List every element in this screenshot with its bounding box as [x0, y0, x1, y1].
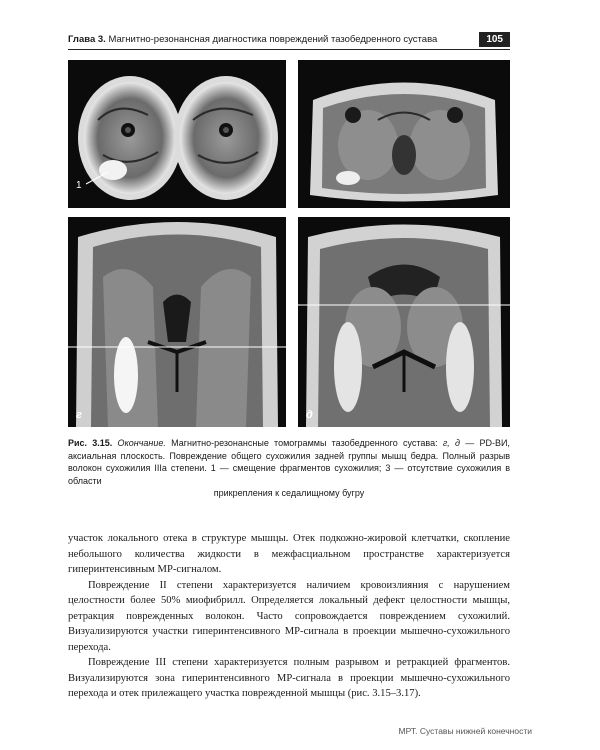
mri-axial-pelvis-image: [298, 60, 510, 208]
caption-text-c: прикрепления к седалищному бугру: [213, 488, 365, 498]
paragraph-2: Повреждение II степени характеризуется наличием кровоизлияния с нарушением целостности более 50% миофибрилл. Определяется локальный дефект целостности мышцы, ретракция поврежденных волокон. Часто сопровождается повреждением сухожилий. Визуализируются участки гиперинтенсивного МР-сигнала в проекции мышечно-сухожильного перехода.: [68, 579, 510, 653]
mri-panel-axial-thighs: [68, 60, 286, 208]
mri-panel-coronal-g: [68, 217, 286, 427]
running-header: [68, 33, 510, 50]
body-text: [68, 531, 510, 702]
caption-text-b: — PD-ВИ, аксиальная плоскость. Повреждение общего сухожилия задней группы мышц бедра. Полный разрыв волокон сухожилия IIIa степени. 1 — смещение фрагментов сухожилия; 3 — отсутствие сухожилия в области: [68, 438, 510, 486]
running-footer: МРТ. Суставы нижней конечности: [398, 726, 532, 736]
mri-panel-axial-pelvis: [298, 60, 510, 208]
mri-coronal-g-image: [68, 217, 286, 427]
caption-label: Рис. 3.15.: [68, 438, 113, 448]
chapter-title: Магнитно-резонансная диагностика повреждений тазобедренного сустава: [108, 34, 438, 45]
mri-axial-thighs-image: [68, 60, 286, 208]
caption-text-a: Магнитно-резонансные томограммы тазобедренного сустава:: [171, 438, 438, 448]
paragraph-3: Повреждение III степени характеризуется полным разрывом и ретракцией фрагментов. Визуализируются зона гиперинтенсивного МР-сигнала в проекции мышечно-сухожильного перехода и отек прилежащего участка поврежденной мышцы (рис. 3.15–3.17).: [68, 657, 510, 699]
marker-1: 1: [76, 180, 82, 191]
panel-label-g: г: [76, 409, 82, 421]
figure-caption: [68, 437, 510, 500]
mri-coronal-d-image: [298, 217, 510, 427]
caption-continuation: Окончание.: [117, 438, 166, 448]
page-number: 105: [479, 32, 510, 47]
mri-panel-coronal-d: [298, 217, 510, 427]
panel-label-d: д: [306, 409, 313, 421]
chapter-label: Глава 3.: [68, 34, 106, 45]
paragraph-1: участок локального отека в структуре мышцы. Отек подкожно-жировой клетчатки, скопление небольшого количества жидкости в межфасциальном пространстве характеризуется гиперинтенсивным МР-сигналом.: [68, 533, 510, 575]
caption-letters: г, д: [442, 438, 460, 448]
